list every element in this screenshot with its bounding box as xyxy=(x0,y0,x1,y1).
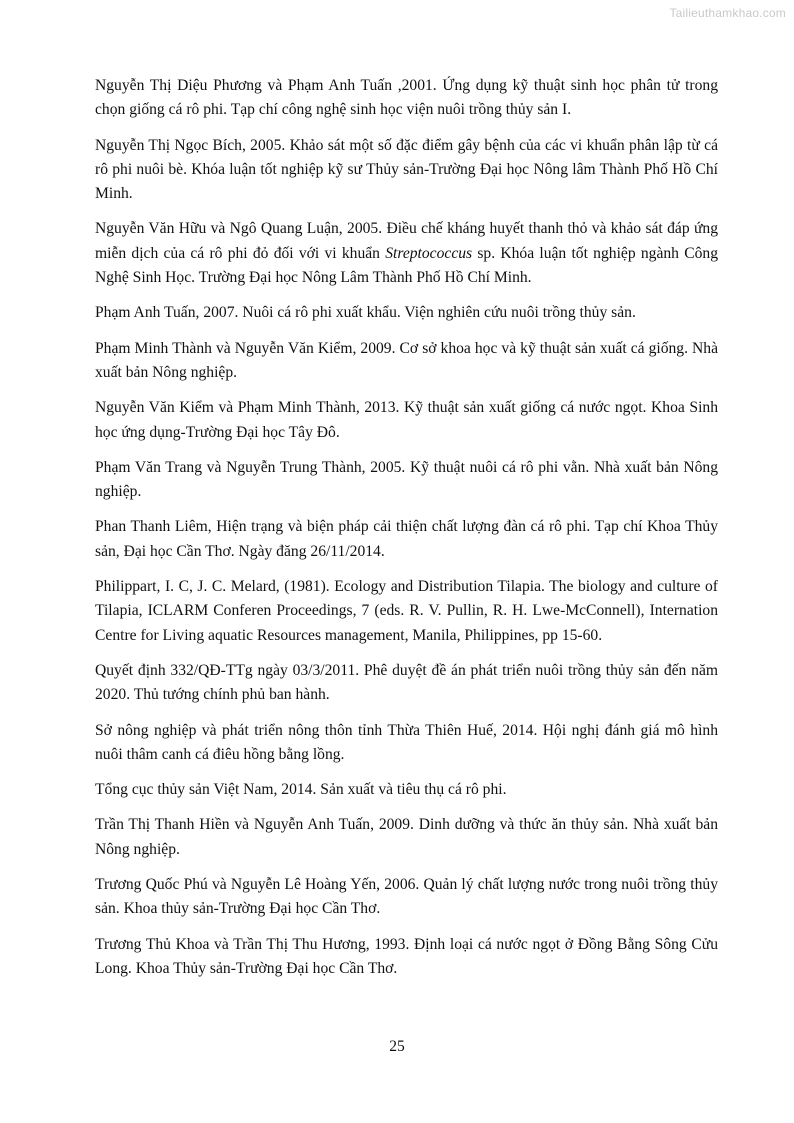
reference-item: Nguyễn Thị Diệu Phương và Phạm Anh Tuấn ,2001. Ứng dụng kỹ thuật sinh học phân tử trong chọn giống cá rô phi. Tạp chí công nghệ sinh học viện nuôi trồng thủy sản I. xyxy=(95,77,718,119)
reference-item: Nguyễn Thị Ngọc Bích, 2005. Khảo sát một số đặc điểm gây bệnh của các vi khuẩn phân lập từ cá rô phi nuôi bè. Khóa luận tốt nghiệp kỹ sư Thủy sản-Trường Đại học Nông lâm Thành Phố Hồ Chí Minh. xyxy=(95,136,718,203)
reference-text: sp. Khóa luận tốt nghiệp ngành Công Nghệ Sinh Học. Trường Đại học Nông Lâm Thành Phố Hồ Chí Minh. xyxy=(95,244,718,287)
reference-item xyxy=(95,217,718,290)
reference-item: Sở nông nghiệp và phát triển nông thôn tỉnh Thừa Thiên Huế, 2014. Hội nghị đánh giá mô hình nuôi thâm canh cá điêu hồng bằng lồng. xyxy=(95,721,718,763)
reference-item: Quyết định 332/QĐ-TTg ngày 03/3/2011. Phê duyệt đề án phát triển nuôi trồng thủy sản đến năm 2020. Thủ tướng chính phủ ban hành. xyxy=(95,661,718,704)
reference-item: Trần Thị Thanh Hiền và Nguyễn Anh Tuấn, 2009. Dinh dưỡng và thức ăn thủy sản. Nhà xuất bản Nông nghiệp. xyxy=(95,816,718,858)
reference-item: Phan Thanh Liêm, Hiện trạng và biện pháp cải thiện chất lượng đàn cá rô phi. Tạp chí Khoa Thủy sản, Đại học Cần Thơ. Ngày đăng 26/11/2014. xyxy=(95,518,718,560)
reference-list xyxy=(95,74,718,992)
reference-text: Nguyễn Văn Hữu và Ngô Quang Luận, 2005. Điều chế kháng huyết thanh thỏ và khảo sát đáp ứng miễn dịch của cá rô phi đỏ đối với vi khuẩn xyxy=(95,220,718,262)
reference-item: Nguyễn Văn Kiểm và Phạm Minh Thành, 2013. Kỹ thuật sản xuất giống cá nước ngọt. Khoa Sinh học ứng dụng-Trường Đại học Tây Đô. xyxy=(95,399,718,441)
watermark: Tailieuthamkhao.com xyxy=(669,6,786,20)
reference-item: Trương Thủ Khoa và Trần Thị Thu Hương, 1993. Định loại cá nước ngọt ở Đồng Bằng Sông Cửu Long. Khoa Thủy sản-Trường Đại học Cần Thơ. xyxy=(95,935,718,977)
species-name: Streptococcus xyxy=(385,244,473,262)
reference-item: Phạm Anh Tuấn, 2007. Nuôi cá rô phi xuất khẩu. Viện nghiên cứu nuôi trồng thủy sản. xyxy=(95,304,636,322)
reference-item: Trương Quốc Phú và Nguyễn Lê Hoàng Yến, 2006. Quản lý chất lượng nước trong nuôi trồng thủy sản. Khoa thủy sản-Trường Đại học Cần Thơ. xyxy=(95,876,718,918)
reference-item: Phạm Văn Trang và Nguyễn Trung Thành, 2005. Kỹ thuật nuôi cá rô phi vằn. Nhà xuất bản Nông nghiệp. xyxy=(95,458,718,501)
page-number: 25 xyxy=(389,1038,405,1055)
reference-item: Philippart, I. C, J. C. Melard, (1981). Ecology and Distribution Tilapia. The biology and culture of Tilapia, ICLARM Conferen Proceedings, 7 (eds. R. V. Pullin, R. H. Lwe-McConnell), Internation Centre for Living aquatic Resources management, Manila, Philippines, pp 15-60. xyxy=(95,578,718,644)
reference-item: Tổng cục thủy sản Việt Nam, 2014. Sản xuất và tiêu thụ cá rô phi. xyxy=(95,781,507,799)
reference-item: Phạm Minh Thành và Nguyễn Văn Kiểm, 2009. Cơ sở khoa học và kỹ thuật sản xuất cá giống. Nhà xuất bản Nông nghiệp. xyxy=(95,339,718,381)
